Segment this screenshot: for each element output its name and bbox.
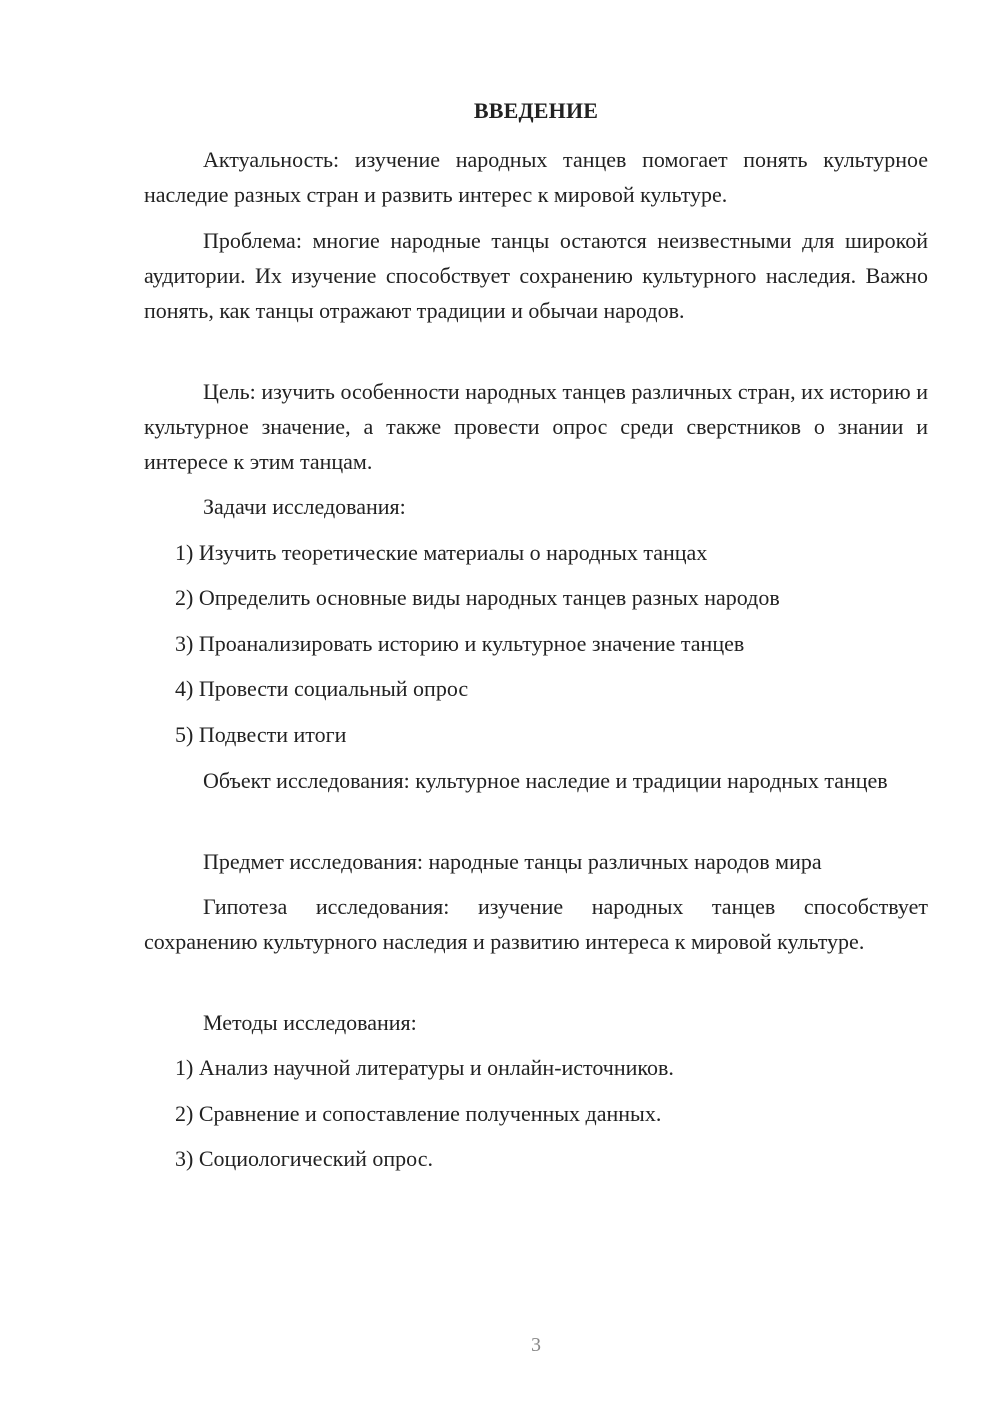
goal-paragraph: Цель: изучить особенности народных танцев различных стран, их историю и культурное значение, а также провести опрос среди сверстников о знании и интересе к этим танцам.	[144, 379, 928, 474]
object-paragraph: Объект исследования: культурное наследие и традиции народных танцев	[203, 768, 888, 793]
list-item: 2) Определить основные виды народных танцев разных народов	[175, 585, 780, 610]
list-item: 1) Изучить теоретические материалы о народных танцах	[175, 540, 708, 565]
subject-paragraph: Предмет исследования: народные танцы различных народов мира	[203, 849, 822, 874]
tasks-label: Задачи исследования:	[203, 494, 406, 519]
list-item: 5) Подвести итоги	[175, 722, 347, 747]
list-item: 4) Провести социальный опрос	[175, 676, 469, 701]
list-item: 1) Анализ научной литературы и онлайн-источников.	[175, 1055, 674, 1080]
list-item: 3) Проанализировать историю и культурное значение танцев	[175, 631, 745, 656]
problem-paragraph: Проблема: многие народные танцы остаются неизвестными для широкой аудитории. Их изучение способствует сохранению культурного наследия. Важно понять, как танцы отражают традиции и обычаи народов.	[144, 228, 928, 323]
page-number: 3	[531, 1334, 541, 1356]
page-title: ВВЕДЕНИЕ	[473, 98, 599, 123]
relevance-paragraph: Актуальность: изучение народных танцев помогает понять культурное наследие разных стран и развить интерес к мировой культуре.	[144, 147, 928, 207]
list-item: 2) Сравнение и сопоставление полученных данных.	[175, 1101, 662, 1126]
hypothesis-paragraph: Гипотеза исследования: изучение народных танцев способствует сохранению культурного наследия и развитию интереса к мировой культуре.	[144, 894, 928, 954]
methods-label: Методы исследования:	[203, 1010, 417, 1035]
list-item: 3) Социологический опрос.	[175, 1146, 433, 1171]
